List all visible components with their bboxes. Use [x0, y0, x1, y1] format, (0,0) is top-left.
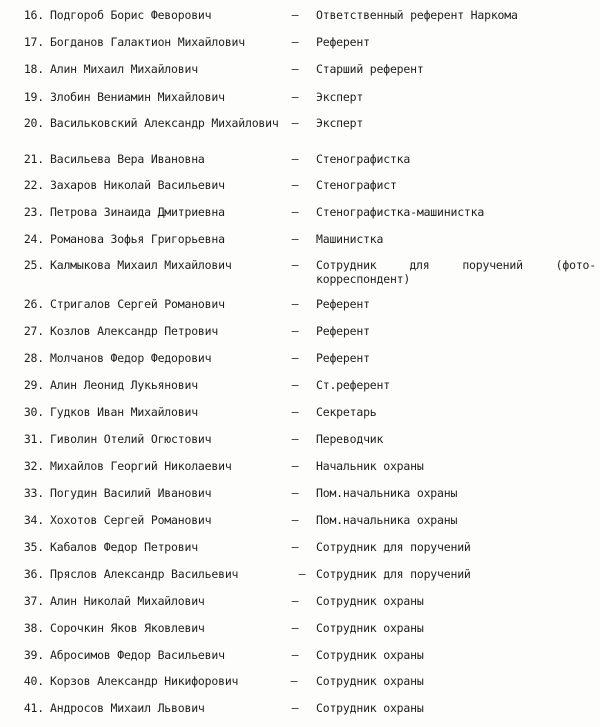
list-item	[0, 258, 600, 292]
person-name: Пряслов Александр Васильевич	[50, 567, 239, 581]
separator-dash: –	[291, 90, 299, 104]
list-item	[0, 540, 600, 566]
list-item	[0, 62, 600, 88]
list-item	[0, 648, 600, 674]
job-title: Пом.начальника охраны	[316, 513, 458, 527]
separator-dash: –	[291, 540, 299, 554]
person-name: Корзов Александр Никифорович	[50, 674, 239, 688]
person-name: Молчанов Федор Федорович	[50, 351, 212, 365]
separator-dash: –	[291, 486, 299, 500]
person-name: Богданов Галактион Михайлович	[50, 35, 245, 49]
job-title: Стенографистка	[316, 152, 411, 166]
person-name: Михайлов Георгий Николаевич	[50, 459, 232, 473]
job-title: Сотрудник охраны	[316, 701, 424, 715]
separator-dash: –	[291, 405, 299, 419]
job-title: Стенографист	[316, 178, 397, 192]
item-number: 37.	[23, 594, 44, 608]
separator-dash: –	[291, 152, 299, 166]
job-title: Секретарь	[316, 405, 377, 419]
list-item	[0, 90, 600, 116]
person-name: Алин Леонид Лукьянович	[50, 378, 198, 392]
item-number: 31.	[23, 432, 44, 446]
separator-dash: –	[298, 567, 306, 581]
separator-dash: –	[291, 116, 299, 130]
separator-dash: –	[291, 701, 299, 715]
separator-dash: –	[291, 621, 299, 635]
separator-dash: –	[291, 594, 299, 608]
list-item	[0, 513, 600, 539]
job-title: Ст.референт	[316, 378, 390, 392]
separator-dash: –	[291, 351, 299, 365]
person-name: Васильковский Александр Михайлович	[50, 116, 279, 130]
job-title: Сотрудник охраны	[316, 674, 424, 688]
list-item	[0, 116, 600, 150]
person-name: Алин Николай Михайлович	[50, 594, 205, 608]
separator-dash: –	[291, 205, 299, 219]
job-title: Референт	[316, 35, 370, 49]
person-name: Андросов Михаил Львович	[50, 701, 205, 715]
list-item	[0, 701, 600, 727]
list-item	[0, 178, 600, 204]
job-title: Сотрудник охраны	[316, 594, 424, 608]
list-item	[0, 432, 600, 458]
item-number: 30.	[23, 405, 44, 419]
item-number: 29.	[23, 378, 44, 392]
person-name: Романова Зофья Григорьевна	[50, 232, 225, 246]
list-item	[0, 152, 600, 178]
person-name: Абросимов Федор Васильевич	[50, 648, 225, 662]
person-name: Гиволин Отелий Огюстович	[50, 432, 212, 446]
job-title: Сотрудник для поручений	[316, 567, 471, 581]
job-title: Сотрудник для поручений (фото-корреспондент)	[316, 258, 596, 286]
person-name: Калмыкова Михаил Михайлович	[50, 258, 232, 272]
person-name: Стригалов Сергей Романович	[50, 297, 225, 311]
list-item	[0, 674, 600, 700]
job-title: Переводчик	[316, 432, 384, 446]
separator-dash: –	[291, 297, 299, 311]
separator-dash: –	[291, 35, 299, 49]
list-item	[0, 232, 600, 258]
job-title: Сотрудник для поручений	[316, 540, 471, 554]
job-title: Начальник охраны	[316, 459, 424, 473]
person-name: Кабалов Федор Петрович	[50, 540, 198, 554]
item-number: 18.	[23, 62, 44, 76]
person-name: Захаров Николай Васильевич	[50, 178, 225, 192]
job-title: Машинистка	[316, 232, 384, 246]
person-name: Подгороб Борис Феворович	[50, 8, 212, 22]
item-number: 25.	[23, 258, 44, 272]
list-item	[0, 297, 600, 323]
job-title: Референт	[316, 297, 370, 311]
separator-dash: –	[291, 432, 299, 446]
job-title: Стенографистка-машинистка	[316, 205, 485, 219]
person-name: Погудин Василий Иванович	[50, 486, 212, 500]
job-title: Сотрудник охраны	[316, 621, 424, 635]
item-number: 39.	[23, 648, 44, 662]
item-number: 28.	[23, 351, 44, 365]
person-name: Васильева Вера Ивановна	[50, 152, 205, 166]
job-title: Старший референт	[316, 62, 424, 76]
item-number: 22.	[23, 178, 44, 192]
item-number: 38.	[23, 621, 44, 635]
list-item	[0, 459, 600, 485]
item-number: 35.	[23, 540, 44, 554]
separator-dash: –	[291, 378, 299, 392]
list-item	[0, 35, 600, 61]
separator-dash: –	[290, 674, 298, 688]
item-number: 26.	[23, 297, 44, 311]
item-number: 17.	[23, 35, 44, 49]
item-number: 33.	[23, 486, 44, 500]
list-item	[0, 594, 600, 620]
separator-dash: –	[291, 62, 299, 76]
job-title: Референт	[316, 351, 370, 365]
person-name: Алин Михаил Михайлович	[50, 62, 198, 76]
person-name: Петрова Зинаида Дмитриевна	[50, 205, 225, 219]
job-title: Сотрудник охраны	[316, 648, 424, 662]
separator-dash: –	[291, 324, 299, 338]
job-title: Эксперт	[316, 90, 364, 104]
list-item	[0, 567, 600, 593]
item-number: 24.	[23, 232, 44, 246]
separator-dash: –	[291, 648, 299, 662]
item-number: 20.	[23, 116, 44, 130]
job-title: Эксперт	[316, 116, 364, 130]
item-number: 21.	[23, 152, 44, 166]
item-number: 32.	[23, 459, 44, 473]
separator-dash: –	[291, 513, 299, 527]
item-number: 40.	[23, 674, 44, 688]
list-item	[0, 621, 600, 647]
person-name: Хохотов Сергей Романович	[50, 513, 212, 527]
job-title: Ответственный референт Наркома	[316, 8, 518, 22]
item-number: 36.	[23, 567, 44, 581]
item-number: 34.	[23, 513, 44, 527]
list-item	[0, 324, 600, 350]
job-title: Пом.начальника охраны	[316, 486, 458, 500]
person-name: Злобин Вениамин Михайлович	[50, 90, 225, 104]
item-number: 16.	[23, 8, 44, 22]
item-number: 23.	[23, 205, 44, 219]
separator-dash: –	[291, 459, 299, 473]
list-item	[0, 205, 600, 231]
person-name: Сорочкин Яков Яковлевич	[50, 621, 205, 635]
list-item	[0, 378, 600, 404]
separator-dash: –	[291, 8, 299, 22]
list-item	[0, 351, 600, 377]
list-item	[0, 8, 600, 34]
separator-dash: –	[291, 258, 299, 272]
job-title: Референт	[316, 324, 370, 338]
person-name: Козлов Александр Петрович	[50, 324, 219, 338]
item-number: 41.	[23, 701, 44, 715]
person-name: Гудков Иван Михайлович	[50, 405, 198, 419]
separator-dash: –	[291, 232, 299, 246]
list-item	[0, 405, 600, 431]
item-number: 27.	[23, 324, 44, 338]
list-item	[0, 486, 600, 512]
item-number: 19.	[23, 90, 44, 104]
separator-dash: –	[291, 178, 299, 192]
